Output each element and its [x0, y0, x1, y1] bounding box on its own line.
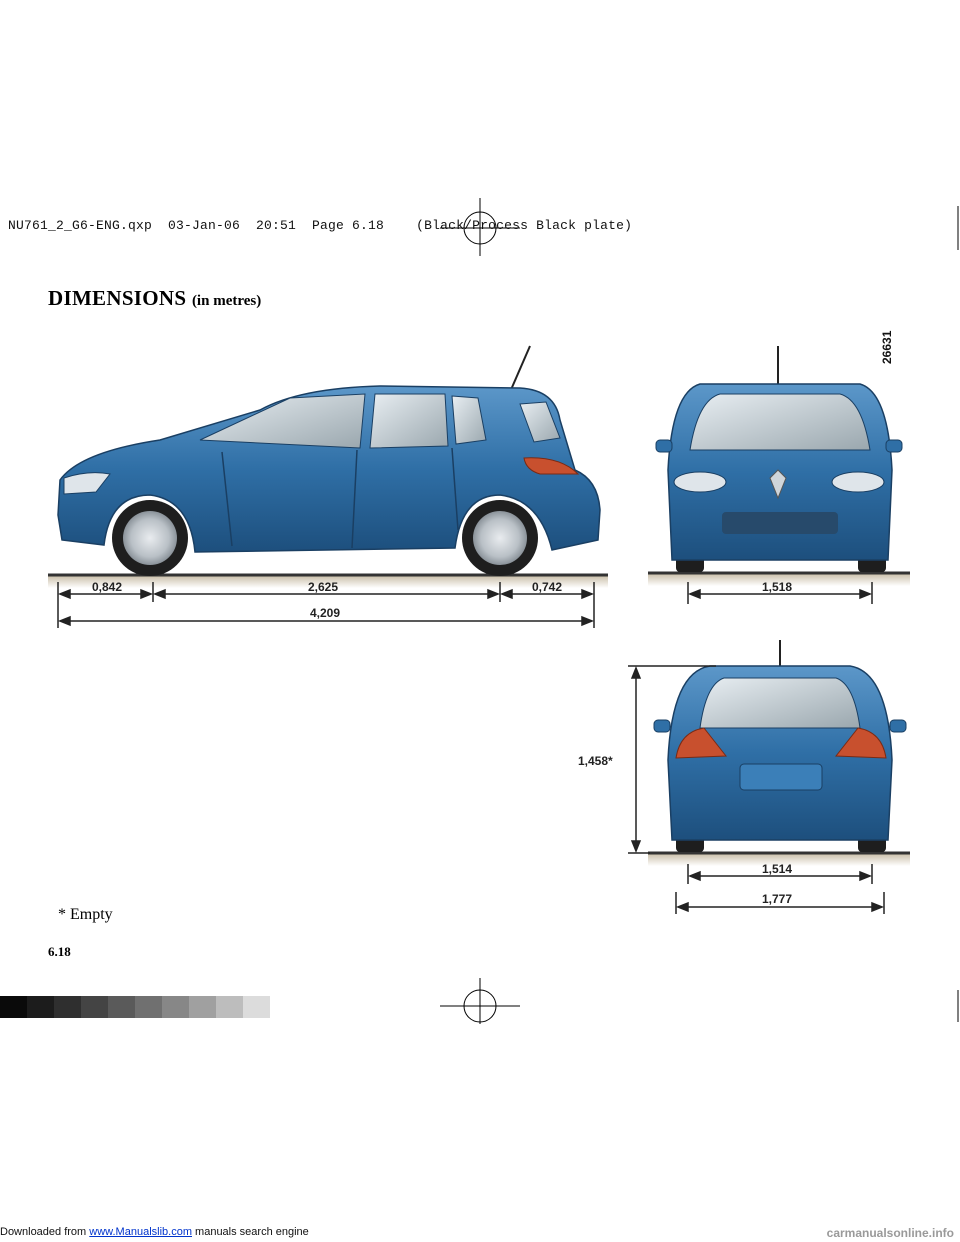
title-unit: (in metres) [191, 293, 262, 309]
title-main: DIMENSIONS [48, 286, 187, 310]
calibration-swatch [189, 996, 216, 1018]
dim-overall-length: 4,209 [310, 606, 341, 620]
car-front-view [648, 346, 910, 586]
calibration-swatch [162, 996, 189, 1018]
footnote: * Empty [58, 906, 113, 923]
download-footer [0, 1226, 960, 1242]
dim-wheelbase: 2,625 [308, 580, 339, 594]
calibration-swatch [216, 996, 243, 1018]
footer-prefix: Downloaded from [0, 1226, 90, 1238]
manualslib-link[interactable]: www.Manualslib.com [89, 1226, 192, 1238]
calibration-swatch [0, 996, 27, 1018]
registration-mark-bottom [440, 978, 520, 1024]
image-reference-code: 26631 [880, 330, 894, 364]
car-rear-view [648, 640, 910, 866]
calibration-swatch [243, 996, 270, 1018]
calibration-swatch [81, 996, 108, 1018]
calibration-swatch [27, 996, 54, 1018]
footer-suffix: manuals search engine [191, 1226, 309, 1238]
calibration-swatch [54, 996, 81, 1018]
site-watermark: carmanualsonline.info [826, 1226, 954, 1240]
dim-overall-width: 1,777 [762, 892, 793, 906]
calibration-swatch [108, 996, 135, 1018]
dim-front-overhang: 0,842 [92, 580, 123, 594]
print-slug-line: NU761_2_G6-ENG.qxp 03-Jan-06 20:51 Page 6.18 (Black/Process Black plate) [8, 218, 633, 233]
calibration-swatch [135, 996, 162, 1018]
dim-rear-overhang: 0,742 [532, 580, 563, 594]
dim-front-track: 1,518 [762, 580, 793, 594]
page-number: 6.18 [48, 944, 71, 959]
dim-height: 1,458* [578, 754, 613, 768]
car-side-view [48, 346, 608, 588]
page-title [48, 286, 261, 311]
color-calibration-bar [0, 996, 270, 1018]
dim-rear-track: 1,514 [762, 862, 793, 876]
